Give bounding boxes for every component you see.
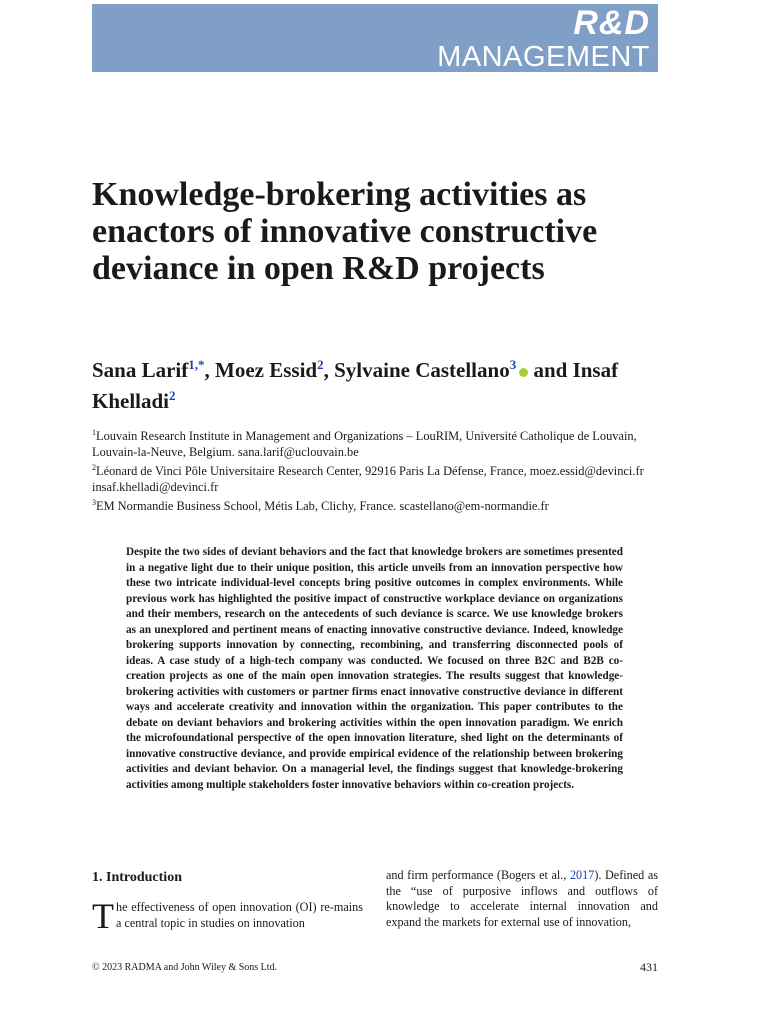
body-column-right: and firm performance (Bogers et al., 2017). Defined as the “use of purposive inflows and outflows of knowledge to accelerate internal innovation and expand the markets for external use of innovation,: [386, 868, 658, 929]
journal-logo: [437, 4, 650, 72]
page-number: 431: [640, 960, 658, 974]
author-list: Sana Larif$^{1,*}$, Moez Essid$^2$, Sylvaine Castellano$^3$ and Insaf Khelladi$^2$: [92, 357, 619, 413]
citation-link[interactable]: 2017: [569, 868, 595, 882]
author-affiliation-ref[interactable]: 2: [317, 357, 324, 372]
affiliation-item: $^2$Léonard de Vinci Pôle Universitaire Research Center, 92916 Paris La Défense, France, moez.essid@devinci.fr insaf.khelladi@devinci.fr: [92, 463, 644, 494]
journal-banner: [92, 4, 658, 72]
author-and: and: [533, 358, 568, 382]
section-heading-introduction: 1. Introduction: [92, 870, 182, 885]
author-affiliation-ref[interactable]: 1,*: [188, 357, 205, 372]
affiliation-item: $^1$Louvain Research Institute in Management and Organizations – LouRIM, Université Catholique de Louvain, Louvain-la-Neuve, Belgium. sana.larif@uclouvain.be: [92, 428, 637, 459]
drop-cap: T: [92, 896, 114, 936]
author-affiliation-ref[interactable]: 3: [509, 357, 517, 372]
affiliation-item: $^3$EM Normandie Business School, Métis Lab, Clichy, France. scastellano@em-normandie.fr: [92, 498, 549, 514]
journal-logo-bottom: MANAGEMENT: [437, 41, 650, 73]
author-name: Moez Essid: [215, 358, 318, 382]
author-name: Sana Larif: [92, 358, 189, 382]
affiliations: [92, 425, 652, 515]
copyright-notice: © 2023 RADMA and John Wiley & Sons Ltd.: [92, 962, 278, 973]
orcid-icon[interactable]: [519, 368, 528, 377]
article-title: Knowledge-brokering activities as enactors of innovative constructive deviance in open R&D projects: [92, 176, 598, 287]
abstract: Despite the two sides of deviant behaviors and the fact that knowledge brokers are sometimes presented in a negative light due to their unique position, this article unveils from an innovation perspective how these two intricate individual-level concepts bring positive outcomes in complex environments. While previous work has highlighted the positive impact of constructive workplace deviance on organizations and their members, research on the antecedents of such deviance is scarce. We use knowledge brokers as an unexplored and pertinent means of enacting innovative constructive deviance. Indeed, knowledge brokering supports innovation by connecting, recombining, and transferring disconnected pools of ideas. A case study of a high-tech company was conducted. We focused on three B2C and B2B co-creation projects as one of the main open innovation strategies. The results suggest that knowledge-brokering activities with customers or partner firms enact innovative constructive deviance in different ways and accelerate creativity and innovation within the organization. This paper contributes to the debate on deviant behaviors and brokering activities within the open innovation paradigm. We enrich the microfoundational perspective of the open innovation literature, shed light on the determinants of innovative constructive deviance, and provide empirical evidence of the relationship between brokering activities and deviant behavior. On a managerial level, the findings suggest that knowledge-brokering activities among multiple stakeholders foster innovative behaviors within co-creation projects.: [126, 546, 623, 791]
journal-logo-top: R&D: [573, 4, 650, 42]
intro-text-left: he effectiveness of open innovation (OI) re-mains a central topic in studies on innovation: [116, 900, 363, 930]
author-name: Sylvaine Castellano: [334, 358, 510, 382]
body-column-left: [92, 896, 363, 936]
author-affiliation-ref[interactable]: 2: [169, 388, 176, 403]
author-name: Insaf Khelladi: [92, 358, 619, 413]
